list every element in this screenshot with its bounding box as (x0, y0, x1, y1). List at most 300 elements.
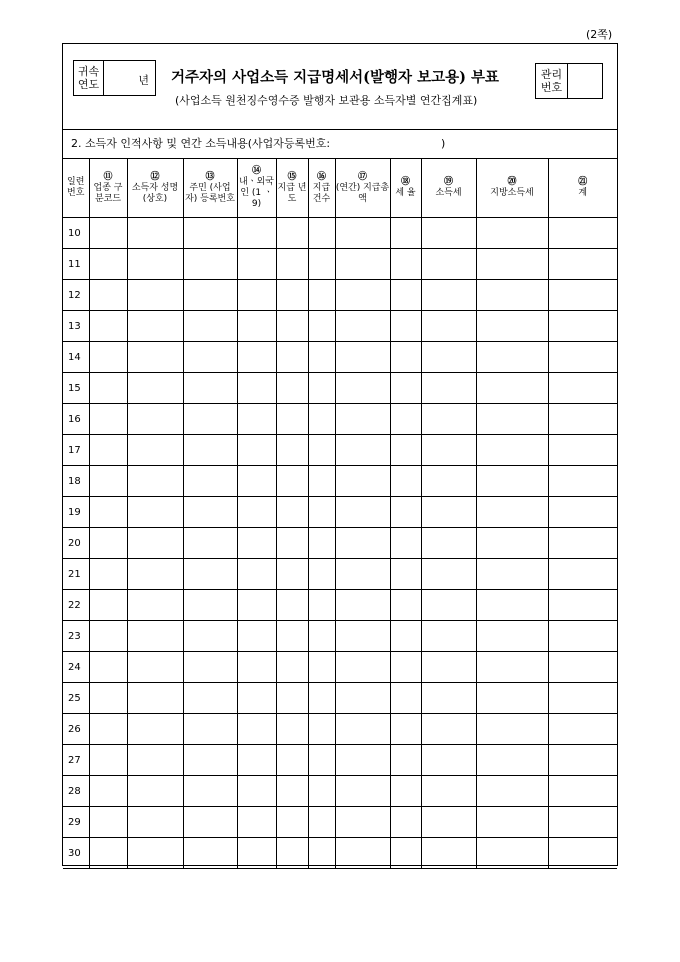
table-cell[interactable] (89, 435, 127, 466)
table-cell[interactable] (421, 838, 476, 869)
table-cell[interactable] (183, 838, 237, 869)
table-cell[interactable] (237, 497, 276, 528)
table-cell[interactable] (421, 683, 476, 714)
table-cell[interactable] (390, 745, 421, 776)
table-cell[interactable] (237, 435, 276, 466)
table-cell[interactable] (127, 652, 183, 683)
column-label: 세 율 (395, 188, 416, 198)
table-cell[interactable] (390, 528, 421, 559)
table-cell[interactable] (335, 435, 390, 466)
column-header (237, 159, 276, 218)
table-cell[interactable] (276, 652, 308, 683)
table-cell[interactable] (183, 497, 237, 528)
column-number: ⑮ (287, 171, 297, 182)
table-cell[interactable] (127, 218, 183, 249)
column-header (476, 159, 548, 218)
table-cell[interactable] (89, 311, 127, 342)
table-cell[interactable] (276, 683, 308, 714)
table-cell[interactable] (237, 528, 276, 559)
table-cell[interactable] (548, 311, 617, 342)
table-cell[interactable] (276, 528, 308, 559)
table-cell[interactable] (127, 776, 183, 807)
table-cell[interactable] (421, 497, 476, 528)
table-cell[interactable] (548, 435, 617, 466)
table-cell[interactable] (548, 683, 617, 714)
column-number: ㉑ (578, 177, 588, 187)
table-row (63, 683, 617, 714)
table-cell[interactable] (127, 559, 183, 590)
table-cell[interactable] (476, 435, 548, 466)
table-cell[interactable] (237, 466, 276, 497)
table-cell[interactable] (276, 590, 308, 621)
column-label: 지급 년도 (277, 182, 307, 204)
table-cell[interactable] (276, 714, 308, 745)
table-cell[interactable] (476, 466, 548, 497)
table-cell[interactable] (183, 745, 237, 776)
table-cell[interactable] (237, 714, 276, 745)
table-cell[interactable] (237, 249, 276, 280)
table-cell[interactable] (237, 280, 276, 311)
table-row (63, 404, 617, 435)
table-cell[interactable] (335, 466, 390, 497)
table-cell[interactable] (127, 683, 183, 714)
table-cell[interactable] (421, 776, 476, 807)
table-cell[interactable] (390, 838, 421, 869)
table-cell[interactable] (476, 342, 548, 373)
table-cell[interactable] (183, 807, 237, 838)
section-heading-close: ) (441, 137, 446, 150)
management-number-box (535, 63, 603, 99)
table-cell[interactable] (390, 807, 421, 838)
table-cell[interactable] (127, 435, 183, 466)
table-cell[interactable] (183, 249, 237, 280)
table-cell[interactable] (548, 652, 617, 683)
table-cell[interactable] (276, 249, 308, 280)
table-cell[interactable] (335, 590, 390, 621)
table-cell[interactable] (183, 466, 237, 497)
table-cell[interactable] (335, 776, 390, 807)
column-label: 소득자 성명(상호) (131, 182, 179, 204)
row-serial-number: 27 (63, 745, 89, 776)
table-cell[interactable] (421, 621, 476, 652)
table-cell[interactable] (308, 528, 335, 559)
table-cell[interactable] (89, 528, 127, 559)
table-cell[interactable] (335, 621, 390, 652)
table-cell[interactable] (421, 342, 476, 373)
table-cell[interactable] (89, 373, 127, 404)
table-row (63, 373, 617, 404)
table-cell[interactable] (237, 373, 276, 404)
table-cell[interactable] (421, 404, 476, 435)
table-cell[interactable] (548, 249, 617, 280)
table-cell[interactable] (335, 559, 390, 590)
table-cell[interactable] (476, 683, 548, 714)
table-cell[interactable] (183, 714, 237, 745)
table-cell[interactable] (308, 807, 335, 838)
column-number: ⑫ (150, 171, 160, 182)
table-cell[interactable] (89, 714, 127, 745)
table-cell[interactable] (237, 776, 276, 807)
row-serial-number: 22 (63, 590, 89, 621)
table-cell[interactable] (183, 280, 237, 311)
table-cell[interactable] (390, 683, 421, 714)
table-cell[interactable] (127, 311, 183, 342)
table-cell[interactable] (421, 435, 476, 466)
table-cell[interactable] (421, 280, 476, 311)
table-cell[interactable] (308, 342, 335, 373)
table-cell[interactable] (421, 466, 476, 497)
column-number: ⑭ (251, 166, 261, 176)
table-cell[interactable] (183, 590, 237, 621)
column-header (548, 159, 617, 218)
table-cell[interactable] (476, 714, 548, 745)
table-cell[interactable] (276, 404, 308, 435)
table-cell[interactable] (476, 621, 548, 652)
table-cell[interactable] (476, 404, 548, 435)
table-cell[interactable] (390, 249, 421, 280)
column-header (276, 159, 308, 218)
table-cell[interactable] (276, 807, 308, 838)
row-serial-number: 17 (63, 435, 89, 466)
table-cell[interactable] (127, 373, 183, 404)
table-cell[interactable] (183, 776, 237, 807)
table-cell[interactable] (276, 373, 308, 404)
column-label: 소득세 (435, 188, 462, 198)
table-cell[interactable] (335, 249, 390, 280)
table-cell[interactable] (127, 528, 183, 559)
table-cell[interactable] (390, 280, 421, 311)
table-row (63, 466, 617, 497)
table-cell[interactable] (390, 497, 421, 528)
table-cell[interactable] (308, 838, 335, 869)
table-cell[interactable] (390, 342, 421, 373)
column-number: ⑲ (443, 177, 453, 187)
table-cell[interactable] (127, 807, 183, 838)
section-heading (63, 129, 617, 159)
table-cell[interactable] (127, 404, 183, 435)
table-row (63, 590, 617, 621)
table-cell[interactable] (237, 559, 276, 590)
table-cell[interactable] (390, 218, 421, 249)
table-cell[interactable] (335, 745, 390, 776)
table-cell[interactable] (335, 373, 390, 404)
table-cell[interactable] (335, 652, 390, 683)
row-serial-number: 19 (63, 497, 89, 528)
table-cell[interactable] (183, 528, 237, 559)
table-cell[interactable] (548, 466, 617, 497)
table-cell[interactable] (183, 559, 237, 590)
table-cell[interactable] (390, 714, 421, 745)
table-cell[interactable] (308, 683, 335, 714)
row-serial-number: 10 (63, 218, 89, 249)
table-cell[interactable] (237, 590, 276, 621)
table-cell[interactable] (183, 373, 237, 404)
column-label: 지급 건수 (312, 182, 331, 204)
table-cell[interactable] (548, 280, 617, 311)
table-cell[interactable] (476, 652, 548, 683)
table-cell[interactable] (421, 590, 476, 621)
column-header (335, 159, 390, 218)
table-cell[interactable] (421, 807, 476, 838)
table-cell[interactable] (421, 714, 476, 745)
table-cell[interactable] (476, 559, 548, 590)
table-cell[interactable] (276, 838, 308, 869)
table-cell[interactable] (308, 497, 335, 528)
table-cell[interactable] (476, 838, 548, 869)
table-cell[interactable] (390, 590, 421, 621)
table-cell[interactable] (390, 373, 421, 404)
table-cell[interactable] (390, 435, 421, 466)
table-cell[interactable] (335, 280, 390, 311)
table-row (63, 621, 617, 652)
table-cell[interactable] (276, 218, 308, 249)
column-number: ⑬ (205, 171, 215, 182)
column-label: 지방소득세 (490, 188, 534, 198)
table-cell[interactable] (237, 683, 276, 714)
table-cell[interactable] (335, 218, 390, 249)
table-cell[interactable] (237, 311, 276, 342)
table-cell[interactable] (390, 404, 421, 435)
table-cell[interactable] (89, 466, 127, 497)
table-cell[interactable] (127, 590, 183, 621)
table-cell[interactable] (548, 218, 617, 249)
table-cell[interactable] (421, 373, 476, 404)
table-row (63, 807, 617, 838)
table-cell[interactable] (548, 497, 617, 528)
table-cell[interactable] (89, 683, 127, 714)
table-cell[interactable] (548, 559, 617, 590)
table-cell[interactable] (421, 218, 476, 249)
table-cell[interactable] (476, 590, 548, 621)
table-cell[interactable] (276, 745, 308, 776)
table-cell[interactable] (183, 652, 237, 683)
table-row (63, 745, 617, 776)
table-cell[interactable] (183, 218, 237, 249)
table-cell[interactable] (421, 559, 476, 590)
table-cell[interactable] (335, 342, 390, 373)
table-cell[interactable] (548, 714, 617, 745)
row-serial-number: 29 (63, 807, 89, 838)
form-title: 거주자의 사업소득 지급명세서(발행자 보고용) 부표 (171, 69, 500, 86)
table-cell[interactable] (390, 466, 421, 497)
table-cell[interactable] (276, 435, 308, 466)
table-cell[interactable] (237, 218, 276, 249)
table-cell[interactable] (335, 714, 390, 745)
table-cell[interactable] (390, 621, 421, 652)
table-cell[interactable] (308, 435, 335, 466)
table-cell[interactable] (308, 466, 335, 497)
table-cell[interactable] (237, 838, 276, 869)
column-header (127, 159, 183, 218)
table-cell[interactable] (390, 559, 421, 590)
table-cell[interactable] (237, 342, 276, 373)
table-cell[interactable] (308, 249, 335, 280)
table-cell[interactable] (548, 528, 617, 559)
row-serial-number: 15 (63, 373, 89, 404)
table-cell[interactable] (476, 280, 548, 311)
table-cell[interactable] (335, 311, 390, 342)
column-label: 일련 번호 (67, 177, 85, 198)
table-cell[interactable] (548, 838, 617, 869)
table-cell[interactable] (390, 652, 421, 683)
table-cell[interactable] (548, 373, 617, 404)
table-cell[interactable] (548, 745, 617, 776)
table-cell[interactable] (476, 311, 548, 342)
table-cell[interactable] (276, 559, 308, 590)
table-cell[interactable] (127, 249, 183, 280)
table-cell[interactable] (127, 342, 183, 373)
table-cell[interactable] (237, 652, 276, 683)
table-cell[interactable] (183, 311, 237, 342)
table-cell[interactable] (89, 590, 127, 621)
table-row (63, 652, 617, 683)
table-cell[interactable] (276, 466, 308, 497)
column-label: 내ㆍ외국인 (1 ㆍ 9) (239, 177, 274, 209)
column-number: ⑪ (103, 171, 113, 182)
table-cell[interactable] (476, 528, 548, 559)
table-cell[interactable] (237, 404, 276, 435)
table-cell[interactable] (421, 652, 476, 683)
table-cell[interactable] (308, 373, 335, 404)
form-header (63, 44, 617, 129)
table-cell[interactable] (89, 652, 127, 683)
table-cell[interactable] (335, 807, 390, 838)
table-cell[interactable] (89, 621, 127, 652)
table-row (63, 218, 617, 249)
table-row (63, 497, 617, 528)
table-cell[interactable] (89, 776, 127, 807)
table-cell[interactable] (89, 342, 127, 373)
table-cell[interactable] (548, 807, 617, 838)
table-cell[interactable] (183, 404, 237, 435)
table-cell[interactable] (127, 497, 183, 528)
table-cell[interactable] (237, 807, 276, 838)
table-cell[interactable] (89, 280, 127, 311)
table-cell[interactable] (308, 280, 335, 311)
table-cell[interactable] (308, 311, 335, 342)
table-cell[interactable] (237, 621, 276, 652)
table-cell[interactable] (548, 404, 617, 435)
table-cell[interactable] (183, 683, 237, 714)
table-cell[interactable] (127, 280, 183, 311)
row-serial-number: 26 (63, 714, 89, 745)
row-serial-number: 25 (63, 683, 89, 714)
table-cell[interactable] (476, 373, 548, 404)
table-cell[interactable] (335, 528, 390, 559)
column-header (63, 159, 89, 218)
attribution-year-box (73, 60, 156, 96)
row-serial-number: 12 (63, 280, 89, 311)
table-cell[interactable] (89, 218, 127, 249)
table-cell[interactable] (335, 838, 390, 869)
table-cell[interactable] (89, 838, 127, 869)
row-serial-number: 23 (63, 621, 89, 652)
table-cell[interactable] (183, 342, 237, 373)
row-serial-number: 14 (63, 342, 89, 373)
column-number: ⑰ (357, 171, 367, 182)
table-cell[interactable] (127, 745, 183, 776)
page-number-label: (2쪽) (586, 28, 613, 41)
table-cell[interactable] (390, 311, 421, 342)
table-cell[interactable] (127, 621, 183, 652)
table-cell[interactable] (421, 249, 476, 280)
table-cell[interactable] (308, 714, 335, 745)
table-cell[interactable] (308, 590, 335, 621)
column-header (183, 159, 237, 218)
table-cell[interactable] (476, 497, 548, 528)
income-table (63, 158, 617, 869)
table-cell[interactable] (476, 776, 548, 807)
table-cell[interactable] (308, 776, 335, 807)
table-cell[interactable] (89, 745, 127, 776)
table-row (63, 280, 617, 311)
table-cell[interactable] (183, 621, 237, 652)
table-cell[interactable] (421, 311, 476, 342)
table-cell[interactable] (476, 745, 548, 776)
table-cell[interactable] (308, 745, 335, 776)
table-cell[interactable] (127, 714, 183, 745)
table-cell[interactable] (476, 218, 548, 249)
table-cell[interactable] (421, 745, 476, 776)
table-cell[interactable] (276, 776, 308, 807)
table-cell[interactable] (335, 497, 390, 528)
row-serial-number: 18 (63, 466, 89, 497)
table-cell[interactable] (335, 404, 390, 435)
table-cell[interactable] (89, 807, 127, 838)
table-cell[interactable] (276, 497, 308, 528)
table-cell[interactable] (276, 621, 308, 652)
table-cell[interactable] (276, 280, 308, 311)
table-cell[interactable] (237, 745, 276, 776)
table-cell[interactable] (183, 435, 237, 466)
table-cell[interactable] (335, 683, 390, 714)
column-header (308, 159, 335, 218)
table-row (63, 838, 617, 869)
table-cell[interactable] (308, 404, 335, 435)
column-number: ⑱ (400, 177, 410, 187)
row-serial-number: 30 (63, 838, 89, 869)
table-cell[interactable] (127, 466, 183, 497)
row-serial-number: 24 (63, 652, 89, 683)
table-cell[interactable] (308, 621, 335, 652)
table-cell[interactable] (548, 621, 617, 652)
table-cell[interactable] (548, 342, 617, 373)
table-cell[interactable] (89, 559, 127, 590)
table-row (63, 311, 617, 342)
table-cell[interactable] (276, 342, 308, 373)
table-cell[interactable] (548, 590, 617, 621)
table-cell[interactable] (308, 652, 335, 683)
management-number-field[interactable] (568, 64, 602, 98)
table-cell[interactable] (308, 559, 335, 590)
table-cell[interactable] (476, 249, 548, 280)
table-cell[interactable] (89, 249, 127, 280)
table-cell[interactable] (390, 776, 421, 807)
table-cell[interactable] (127, 838, 183, 869)
table-cell[interactable] (89, 497, 127, 528)
table-cell[interactable] (476, 807, 548, 838)
table-cell[interactable] (421, 528, 476, 559)
table-row (63, 714, 617, 745)
table-row (63, 249, 617, 280)
attribution-year-field[interactable]: 년 (138, 74, 149, 87)
table-row (63, 528, 617, 559)
table-cell[interactable] (308, 218, 335, 249)
table-cell[interactable] (276, 311, 308, 342)
management-number-label: 관리 번호 (536, 64, 568, 98)
table-cell[interactable] (89, 404, 127, 435)
table-cell[interactable] (548, 776, 617, 807)
